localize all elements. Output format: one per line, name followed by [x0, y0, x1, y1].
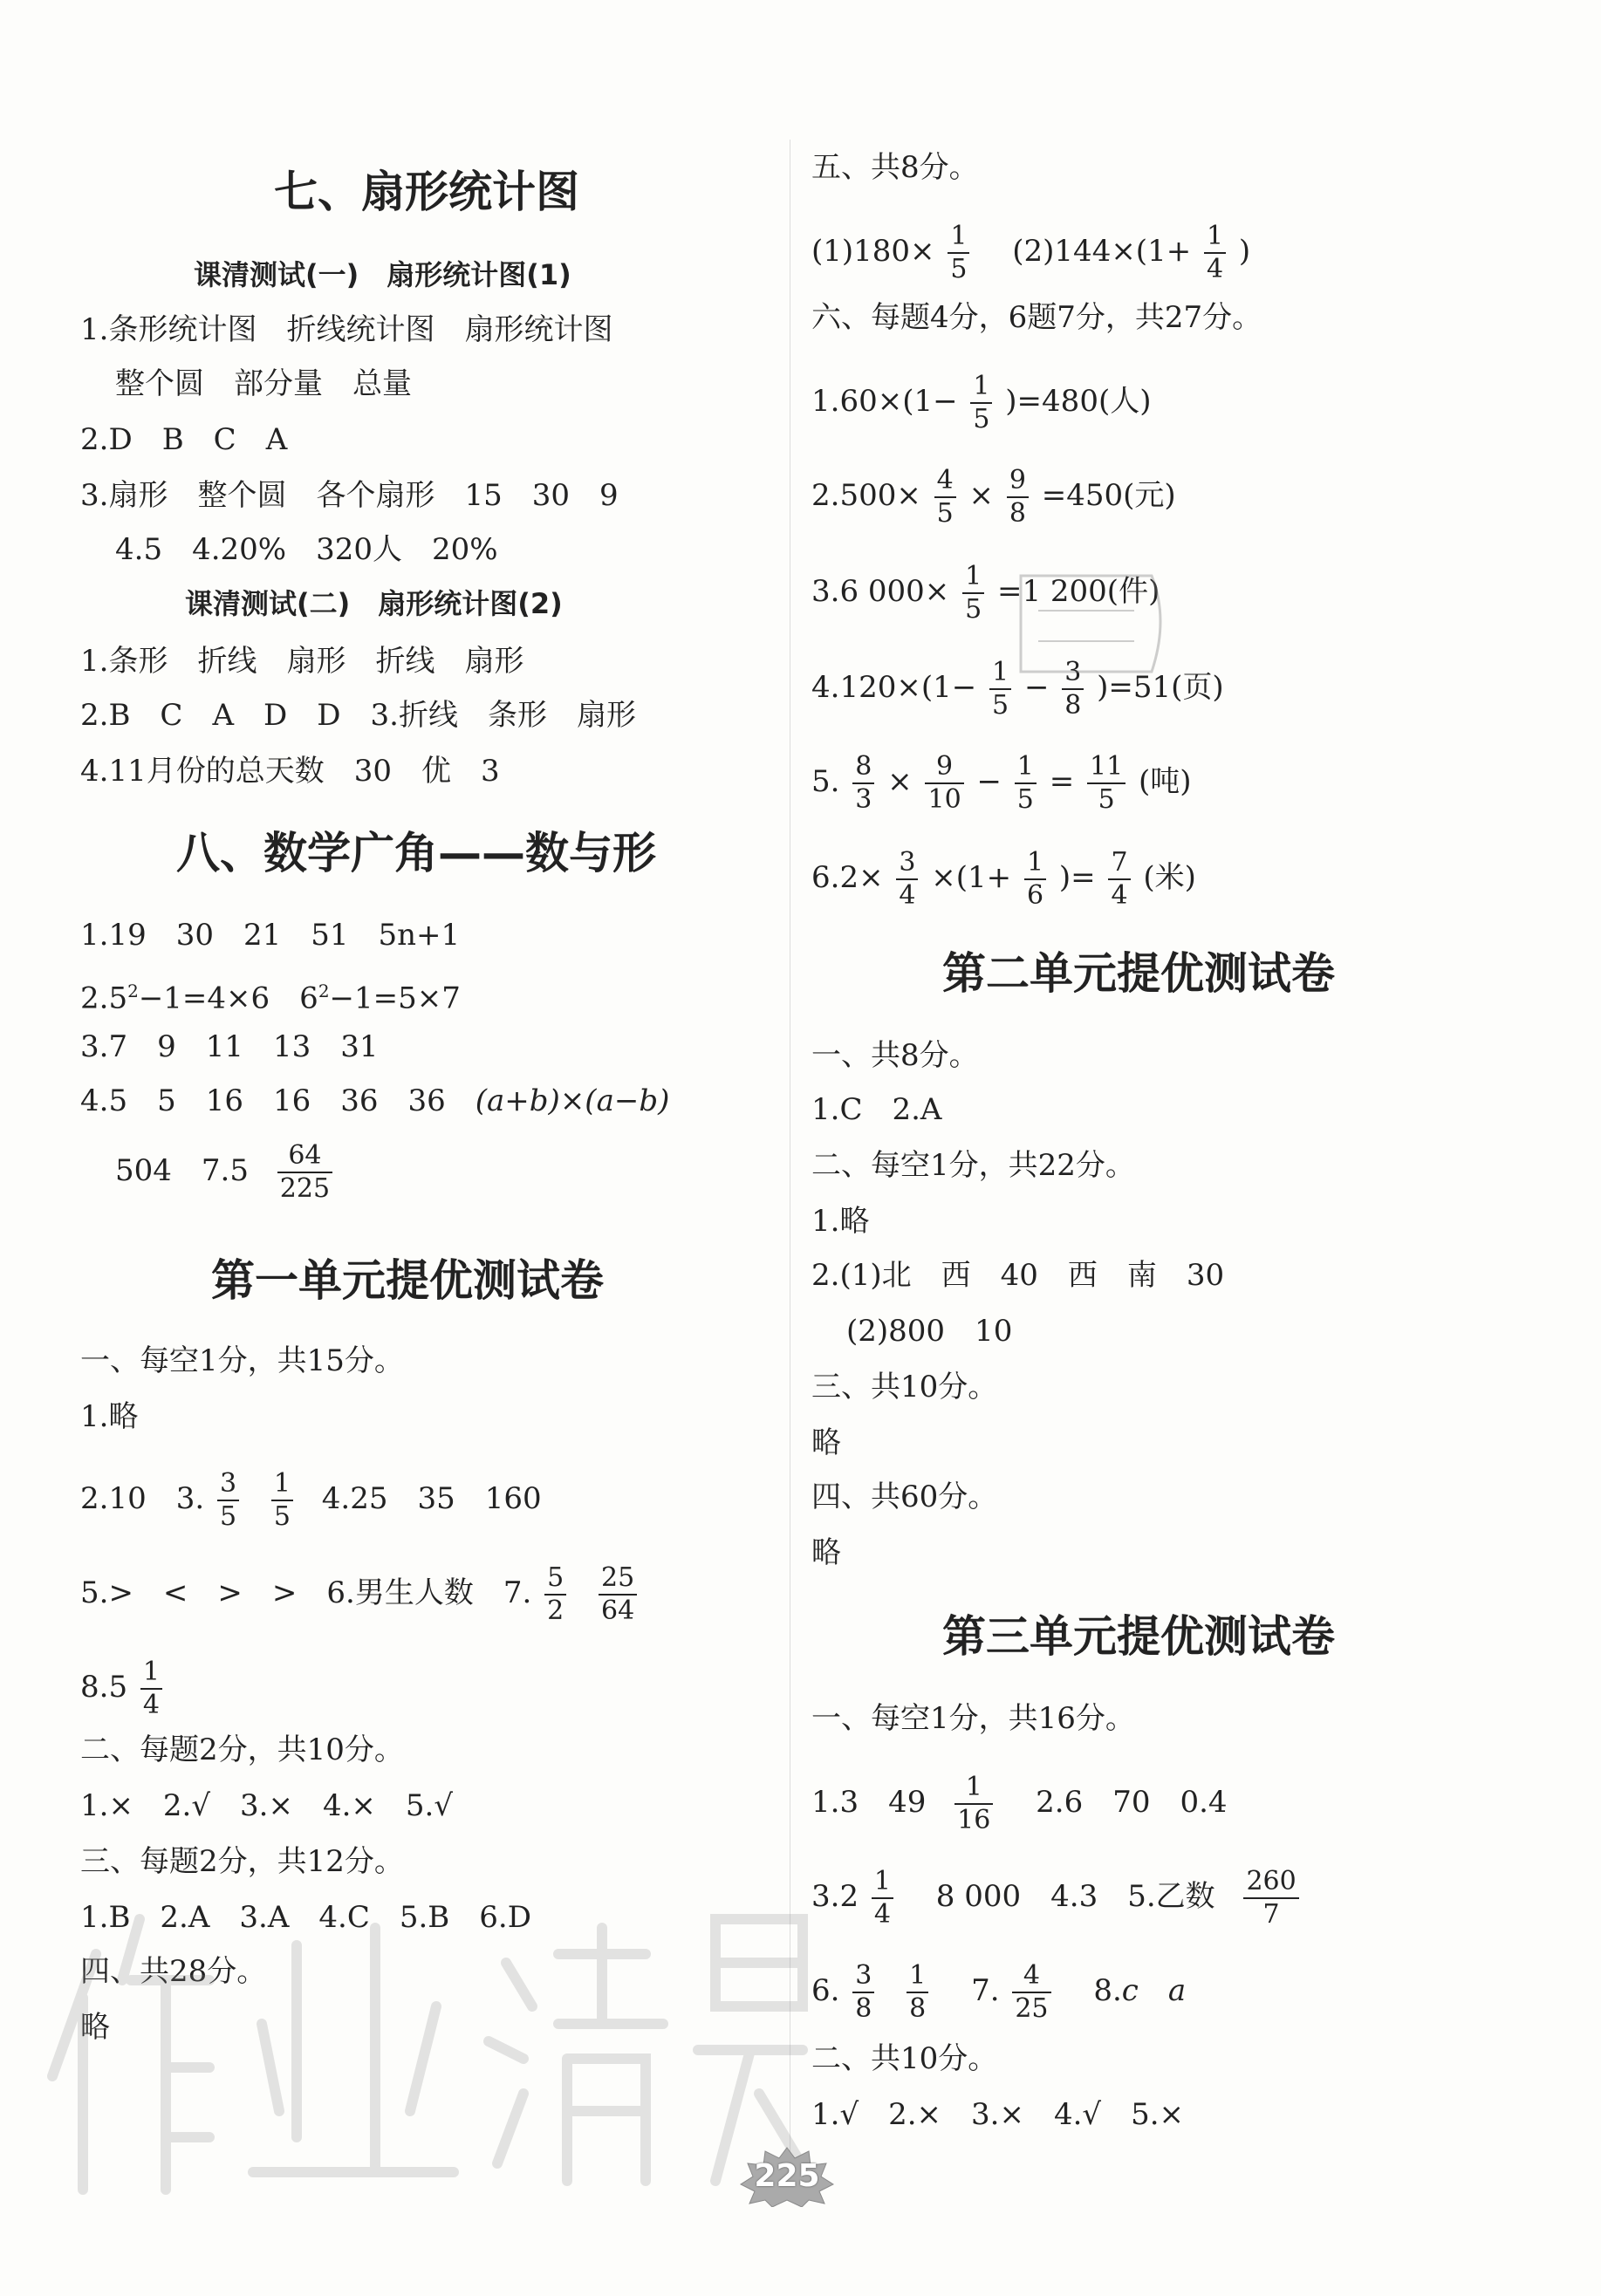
page-number: 225	[754, 2158, 820, 2194]
u1-part1-q8: 8.5 $\frac{1}{4}$	[80, 1659, 166, 1719]
u1-part1-q5: 5.> < > > 6.男生人数 7. $\frac{5}{2}$ $\frac{25}{64}$	[80, 1565, 640, 1624]
r-part6-heading: 六、每题4分，6题7分，共27分。	[811, 300, 1262, 335]
r-part6-q1: 1.60×(1− $\frac{1}{5}$ )=480(人)	[811, 371, 1152, 434]
u1-part1-q1: 1.略	[80, 1399, 139, 1434]
u3-part1-q6: 6. $\frac{3}{8}$ $\frac{1}{8}$ 7. $\frac{4}{25}$ 8.c a	[811, 1960, 1187, 2024]
u3-part2-heading: 二、共10分。	[811, 2041, 998, 2076]
page-number-badge	[739, 2146, 835, 2207]
u2-part1-answers: 1.C 2.A	[811, 1092, 942, 1127]
watermark-graphic	[35, 1849, 820, 2216]
u2-part2-q2a: 2.(1)北 西 40 西 南 30	[811, 1258, 1225, 1293]
r-part6-q6: 6.2× $\frac{3}{4}$ ×(1+ $\frac{1}{6}$ )= $\frac{7}{4}$ (米)	[811, 847, 1196, 911]
unit-1-title: 第一单元提优测试卷	[211, 1255, 604, 1306]
r-part6-q4: 4.120×(1− $\frac{1}{5}$ − $\frac{3}{8}$ )=51(页)	[811, 657, 1224, 721]
sec8-q4b: 504 7.5 $\frac{64}{225}$	[115, 1143, 336, 1202]
sec8-q2: $2.5^2-1=4\times 6$ $6^2-1=5\times 7$	[80, 981, 461, 1016]
u3-part1-heading: 一、每空1分，共16分。	[811, 1701, 1135, 1736]
test-1-q3a: 3.扇形 整个圆 各个扇形 15 30 9	[80, 478, 619, 513]
u1-part2-answers: 1.× 2.√ 3.× 4.× 5.√	[80, 1788, 453, 1823]
u1-part1-heading: 一、每空1分，共15分。	[80, 1343, 404, 1378]
u2-part3-heading: 三、共10分。	[811, 1370, 998, 1404]
unit-3-title: 第三单元提优测试卷	[942, 1611, 1335, 1662]
u3-part1-q3: 3.2 $\frac{1}{4}$ 8 000 4.3 5.乙数 $\frac{260}{7}$	[811, 1869, 1303, 1928]
test-1-q1b: 整个圆 部分量 总量	[115, 366, 412, 401]
test-2-q2: 2.B C A D D 3.折线 条形 扇形	[80, 698, 636, 733]
u2-part2-heading: 二、每空1分，共22分。	[811, 1148, 1135, 1183]
u3-part2-answers: 1.√ 2.× 3.× 4.√ 5.×	[811, 2097, 1184, 2132]
sec8-q1: 1.19 30 21 51 5n+1	[80, 918, 461, 953]
unit-2-title: 第二单元提优测试卷	[942, 948, 1335, 999]
u2-part4-heading: 四、共60分。	[811, 1479, 998, 1514]
test-1-q1a: 1.条形统计图 折线统计图 扇形统计图	[80, 312, 613, 347]
u2-part1-heading: 一、共8分。	[811, 1038, 979, 1073]
stamp-watermark	[1003, 558, 1178, 689]
fraction: $\frac{64}{225}$	[277, 1143, 332, 1202]
sec8-q4: 4.5 5 16 16 36 36 (a+b)×(a−b)	[80, 1083, 670, 1118]
test-2-title: 课清测试(二) 扇形统计图(2)	[185, 587, 563, 620]
section-8-title: 八、数学广角——数与形	[176, 828, 656, 878]
u1-part4-heading: 四、共28分。	[80, 1954, 267, 1989]
u2-part2-q2b: (2)800 10	[846, 1314, 1013, 1349]
u3-part1-q1: 1.3 49 $\frac{1}{16}$ 2.6 70 0.4	[811, 1772, 1228, 1835]
r-part5-heading: 五、共8分。	[811, 150, 979, 185]
u1-part3-heading: 三、每题2分，共12分。	[80, 1844, 404, 1879]
test-2-q1: 1.条形 折线 扇形 折线 扇形	[80, 644, 524, 679]
u1-part4-answer: 略	[80, 2010, 110, 2045]
r-part6-q5: 5. $\frac{8}{3}$ × $\frac{9}{10}$ − $\frac{1}{5}$ = $\frac{11}{5}$ (吨)	[811, 751, 1192, 815]
test-1-q3b: 4.5 4.20% 320人 20%	[115, 532, 498, 567]
u2-part3-answer: 略	[811, 1425, 841, 1460]
u1-part1-q2: 2.10 3. $\frac{3}{5}$ $\frac{1}{5}$ 4.25 35 160	[80, 1468, 542, 1532]
r-part6-q2: 2.500× $\frac{4}{5}$ × $\frac{9}{8}$ =450(元)	[811, 465, 1176, 529]
u1-part2-heading: 二、每题2分，共10分。	[80, 1732, 404, 1767]
sec8-q3: 3.7 9 11 13 31	[80, 1029, 379, 1064]
r-part6-q3: 3.6 000× $\frac{1}{5}$ =1 200(件)	[811, 561, 1160, 625]
test-1-title: 课清测试(一) 扇形统计图(1)	[194, 258, 571, 291]
test-2-q4: 4.11月份的总天数 30 优 3	[80, 754, 500, 789]
section-7-title: 七、扇形统计图	[274, 167, 579, 217]
u2-part4-answer: 略	[811, 1535, 841, 1570]
u2-part2-q1: 1.略	[811, 1204, 870, 1239]
u1-part3-answers: 1.B 2.A 3.A 4.C 5.B 6.D	[80, 1900, 531, 1935]
r-part5-answers: (1)180× $\frac{1}{5}$ (2)144×(1+ $\frac{1}{4}$ )	[811, 221, 1251, 284]
test-1-q2: 2.D B C A	[80, 422, 288, 457]
